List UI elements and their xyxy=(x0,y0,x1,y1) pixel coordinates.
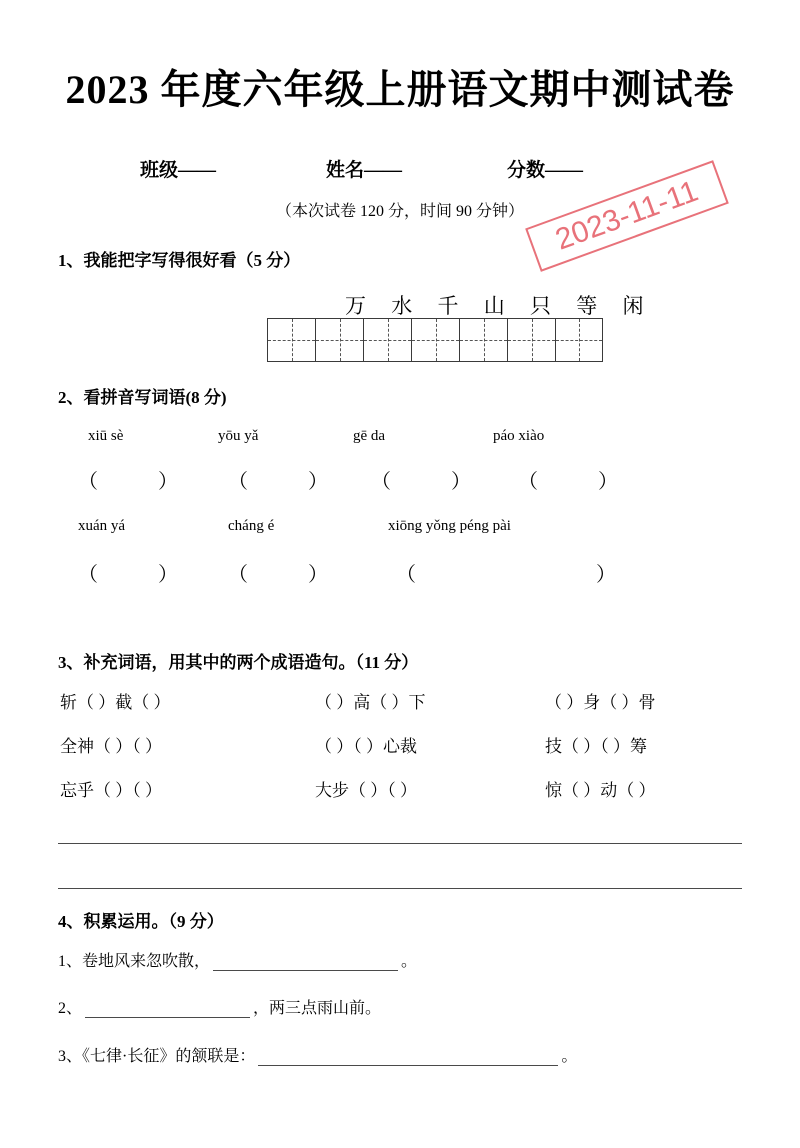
bracket-open[interactable]: （ xyxy=(371,471,391,493)
pinyin-word: páo xiào xyxy=(493,428,545,444)
fill-blank[interactable] xyxy=(258,1050,558,1066)
q4-item-suffix: 。 xyxy=(401,953,418,970)
student-info-row xyxy=(140,155,660,182)
pinyin-word: yōu yǎ xyxy=(218,428,259,444)
idiom-blank[interactable]: （ ）（ ）心裁 xyxy=(315,737,417,756)
bracket-open[interactable]: （ xyxy=(228,564,248,586)
idiom-blank[interactable]: 大步（ ）（ ） xyxy=(315,781,417,800)
tianzige-cell[interactable] xyxy=(555,318,603,362)
section-3-heading: 3、补充词语，用其中的两个成语造句。（11 分） xyxy=(58,653,419,672)
score-label: 分数—— xyxy=(507,160,584,181)
bracket-open[interactable]: （ xyxy=(396,564,416,586)
idiom-blank[interactable]: （ ）身（ ）骨 xyxy=(545,693,656,712)
bracket-close[interactable]: ） xyxy=(596,564,616,586)
idiom-blank[interactable]: 全神（ ）（ ） xyxy=(60,737,162,756)
idiom-blank[interactable]: （ ）高（ ）下 xyxy=(315,693,426,712)
sentence-answer-line[interactable] xyxy=(58,843,742,844)
tianzige-cell[interactable] xyxy=(459,318,507,362)
pinyin-word: xiū sè xyxy=(88,428,124,444)
fill-blank[interactable] xyxy=(213,955,398,971)
idiom-blank[interactable]: 惊（ ）动（ ） xyxy=(545,781,656,800)
tianzige-cell[interactable] xyxy=(363,318,411,362)
bracket-close[interactable]: ） xyxy=(158,471,178,493)
idiom-blank[interactable]: 技（ ）（ ）筹 xyxy=(545,737,647,756)
page-title: 2023 年度六年级上册语文期中测试卷 xyxy=(65,67,735,112)
bracket-close[interactable]: ） xyxy=(308,471,328,493)
q4-item-suffix: ，两三点雨山前。 xyxy=(253,1000,382,1017)
q4-item-1 xyxy=(58,948,417,971)
pinyin-word: gē da xyxy=(353,428,386,444)
idiom-blank[interactable]: 斩（ ）截（ ） xyxy=(60,693,171,712)
bracket-open[interactable]: （ xyxy=(228,471,248,493)
bracket-close[interactable]: ） xyxy=(451,471,471,493)
name-label: 姓名—— xyxy=(326,160,403,181)
bracket-open[interactable]: （ xyxy=(518,471,538,493)
bracket-open[interactable]: （ xyxy=(78,564,98,586)
class-label: 班级—— xyxy=(140,160,217,181)
q4-item-prefix: 3、《七律·长征》的颔联是： xyxy=(58,1048,256,1065)
section-1-heading: 1、我能把字写得很好看（5 分） xyxy=(58,251,301,270)
bracket-close[interactable]: ） xyxy=(308,564,328,586)
pinyin-word: xuán yá xyxy=(78,518,126,534)
date-stamp-text: 2023-11-11 xyxy=(551,174,703,257)
q4-item-prefix: 2、 xyxy=(58,1000,83,1017)
fill-blank[interactable] xyxy=(85,1002,250,1018)
exam-subtitle: （本次试卷 120 分，时间 90 分钟） xyxy=(275,203,524,220)
tianzige-cell[interactable] xyxy=(411,318,459,362)
q4-item-3 xyxy=(58,1043,577,1066)
bracket-close[interactable]: ） xyxy=(598,471,618,493)
sentence-answer-line[interactable] xyxy=(58,888,742,889)
handwriting-characters: 万 水 千 山 只 等 闲 xyxy=(345,294,654,318)
tianzige-cell[interactable] xyxy=(267,318,315,362)
section-4-heading: 4、积累运用。（9 分） xyxy=(58,912,224,931)
tianzige-cell[interactable] xyxy=(315,318,363,362)
q4-item-suffix: 。 xyxy=(561,1048,578,1065)
pinyin-word: cháng é xyxy=(228,518,275,534)
bracket-open[interactable]: （ xyxy=(78,471,98,493)
section-2-heading: 2、看拼音写词语(8 分) xyxy=(58,388,227,407)
bracket-close[interactable]: ） xyxy=(158,564,178,586)
q4-item-2 xyxy=(58,995,381,1018)
idiom-blank[interactable]: 忘乎（ ）（ ） xyxy=(60,781,162,800)
tianzige-cell[interactable] xyxy=(507,318,555,362)
pinyin-word: xiōng yǒng péng pài xyxy=(388,518,511,534)
q4-item-prefix: 1、卷地风来忽吹散， xyxy=(58,953,211,970)
tianzige-grid xyxy=(267,318,603,362)
